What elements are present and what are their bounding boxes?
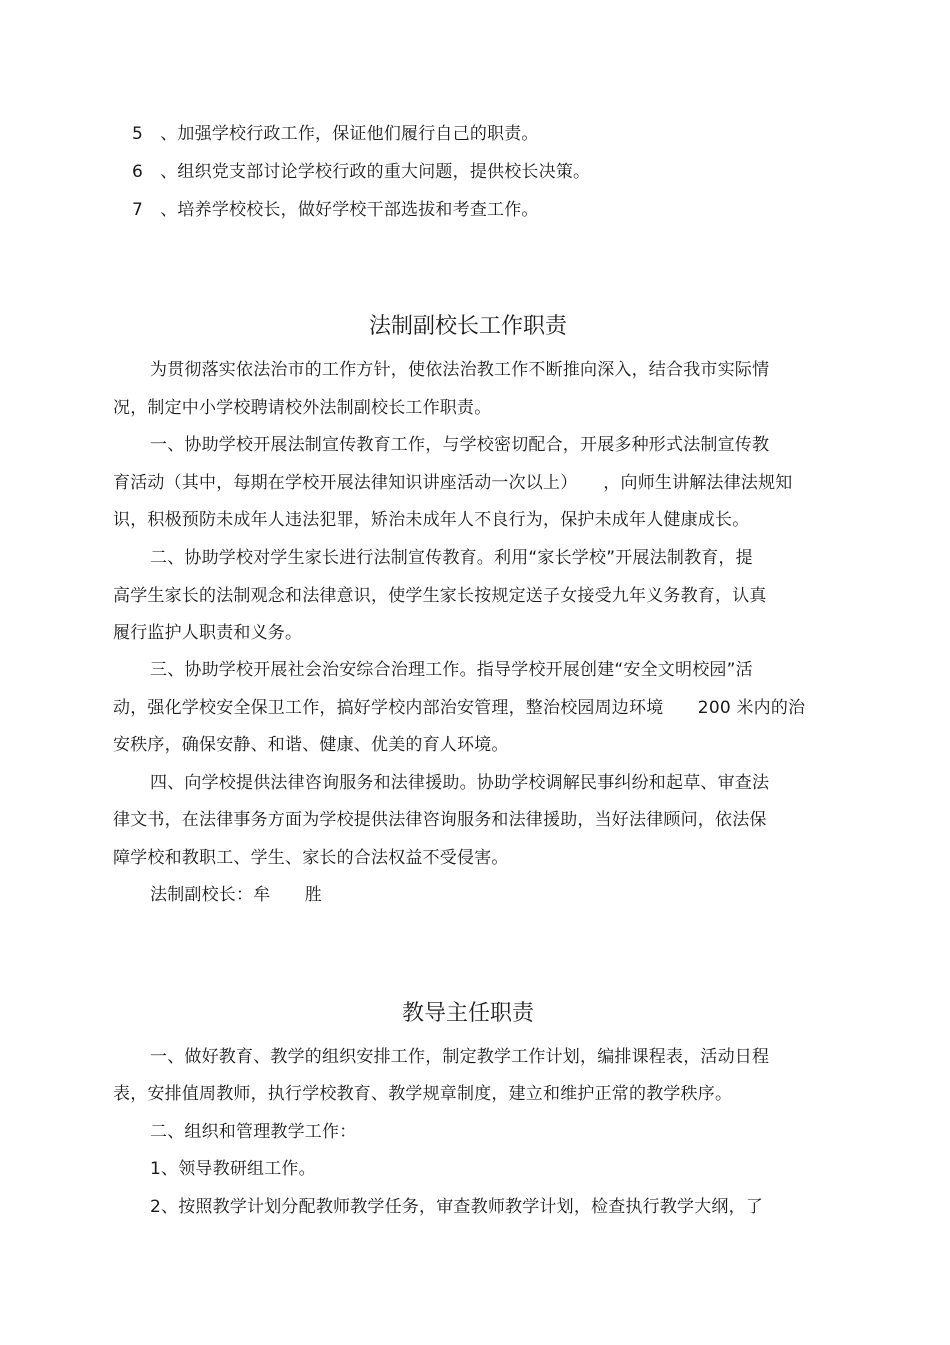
paragraph-line: 动，强化学校安全保卫工作，搞好学校内部治安管理，整治校园周边环境 200 米内的治 <box>113 698 806 718</box>
paragraph-line: 况，制定中小学校聘请校外法制副校长工作职责。 <box>113 398 492 418</box>
paragraph-line: 一、做好教育、教学的组织安排工作，制定教学工作计划，编排课程表，活动日程 <box>150 1047 770 1067</box>
paragraph-line: 四、向学校提供法律咨询服务和法律援助。协助学校调解民事纠纷和起草、审查法 <box>150 773 770 793</box>
paragraph-line: 1、领导教研组工作。 <box>150 1159 316 1179</box>
paragraph-line: 障学校和教职工、学生、家长的合法权益不受侵害。 <box>113 848 509 868</box>
paragraph-line: 2、按照教学计划分配教师教学任务，审查教师教学计划，检查执行教学大纲，了 <box>150 1197 764 1217</box>
paragraph-line: 二、协助学校对学生家长进行法制宣传教育。利用“家长学校”开展法制教育，提 <box>150 548 753 568</box>
signature-line: 法制副校长：牟 胜 <box>150 885 322 905</box>
paragraph-line: 高学生家长的法制观念和法律意识，使学生家长按规定送子女接受九年义务教育，认真 <box>113 586 767 606</box>
paragraph-line: 一、协助学校开展法制宣传教育工作，与学校密切配合，开展多种形式法制宣传教 <box>150 435 770 455</box>
section-title: 法制副校长工作职责 <box>368 314 567 339</box>
list-item: 7 、培养学校校长，做好学校干部选拔和考查工作。 <box>132 200 539 220</box>
paragraph-line: 为贯彻落实依法治市的工作方针，使依法治教工作不断推向深入，结合我市实际情 <box>150 360 770 380</box>
list-item: 6 、组织党支部讨论学校行政的重大问题，提供校长决策。 <box>132 162 591 182</box>
paragraph-line: 安秩序，确保安静、和谐、健康、优美的育人环境。 <box>113 735 509 755</box>
paragraph-line: 二、组织和管理教学工作： <box>150 1122 357 1142</box>
paragraph-line: 律文书，在法律事务方面为学校提供法律咨询服务和法律援助，当好法律顾问，依法保 <box>113 810 767 830</box>
paragraph-line: 履行监护人职责和义务。 <box>113 623 303 643</box>
section-title: 教导主任职责 <box>401 1001 534 1026</box>
paragraph-line: 育活动（其中，每期在学校开展法律知识讲座活动一次以上） ，向师生讲解法律法规知 <box>113 473 793 493</box>
list-item: 5 、加强学校行政工作，保证他们履行自己的职责。 <box>132 124 539 144</box>
paragraph-line: 识，积极预防未成年人违法犯罪，矫治未成年人不良行为，保护未成年人健康成长。 <box>113 510 750 530</box>
paragraph-line: 表，安排值周教师，执行学校教育、教学规章制度，建立和维护正常的教学秩序。 <box>113 1084 733 1104</box>
paragraph-line: 三、协助学校开展社会治安综合治理工作。指导学校开展创建“安全文明校园”活 <box>150 660 753 680</box>
